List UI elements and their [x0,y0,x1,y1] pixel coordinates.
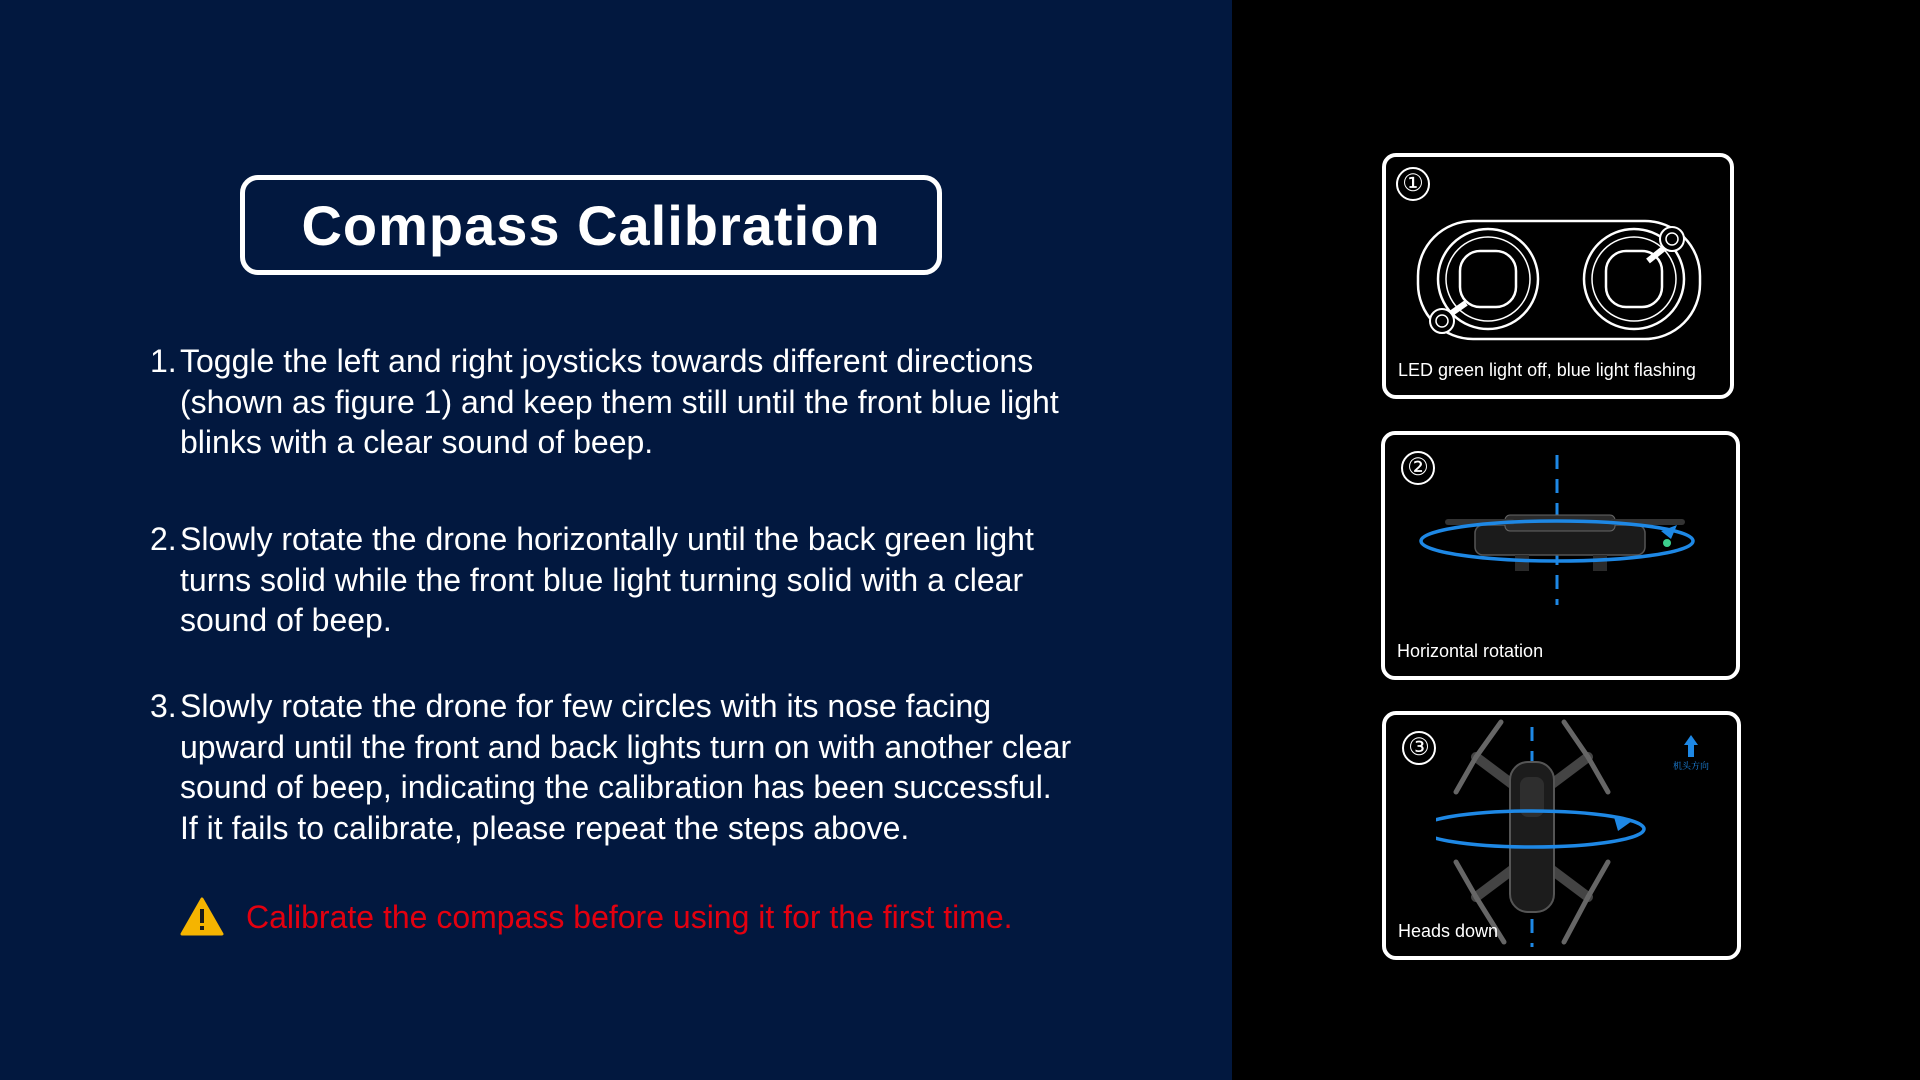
warning-note [180,895,1013,939]
step-line: Slowly rotate the drone for few circles with its nose facing [180,688,992,724]
page-title: Compass Calibration [301,193,881,257]
step-3 [150,686,1150,848]
step-line: blinks with a clear sound of beep. [180,424,654,460]
drone-top-rotation-icon [1436,717,1726,955]
figure-2-card [1381,431,1740,680]
figure-badge: ③ [1402,731,1436,765]
warning-text: Calibrate the compass before using it for the first time. [246,898,1013,935]
step-line: sound of beep, indicating the calibration has been successful. [180,769,1052,805]
step-line: upward until the front and back lights turn on with another clear [180,728,1072,765]
figure-badge: ② [1401,451,1435,485]
step-line: Slowly rotate the drone horizontally until the back green light [180,521,1034,557]
step-2 [150,519,1150,641]
step-number: 1. [150,343,177,379]
step-line: (shown as figure 1) and keep them still until the front blue light [180,383,1059,420]
drone-side-rotation-icon [1415,455,1715,615]
step-1 [150,341,1150,463]
step-line: If it fails to calibrate, please repeat the steps above. [180,809,910,846]
figure-3-card [1382,711,1741,960]
figure-caption: Horizontal rotation [1397,641,1544,661]
step-line: turns solid while the front blue light turning solid with a clear [180,561,1024,598]
figure-caption: LED green light off, blue light flashing [1398,360,1696,380]
figure-badge: ① [1396,167,1430,201]
figure-caption: Heads down [1398,921,1499,941]
warning-triangle-icon [180,897,224,937]
step-line: Toggle the left and right joysticks towards different directions [180,343,1034,379]
arrow-label: 机头方向 [1672,762,1710,772]
step-line: sound of beep. [180,602,392,638]
step-number: 3. [150,688,177,724]
title-box [240,175,942,275]
figure-1-card [1382,153,1734,399]
joysticks-icon [1416,217,1706,347]
step-number: 2. [150,521,177,557]
